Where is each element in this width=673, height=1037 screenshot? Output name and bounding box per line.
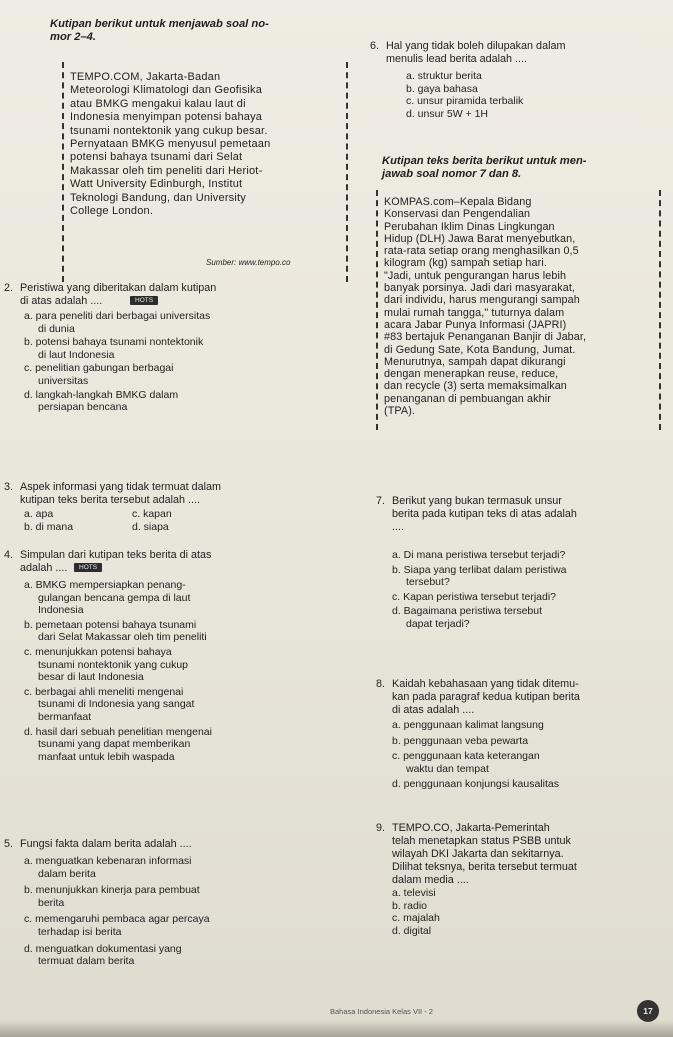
left-instruction: Kutipan berikut untuk menjawab soal no- mor 2–4.: [50, 18, 269, 43]
q4-option-c1[interactable]: c. menunjukkan potensi bahaya tsunami nontektonik yang cukup besar di laut Indonesia: [24, 645, 189, 684]
q8-option-a[interactable]: a. penggunaan kalimat langsung: [392, 719, 544, 731]
q9-option-b[interactable]: b. radio: [392, 899, 428, 912]
q5-option-a[interactable]: a. menguatkan kebenaran informasi dalam berita: [24, 855, 192, 880]
q4-number: 4.: [4, 549, 14, 561]
q5-number: 5.: [4, 838, 14, 850]
q2-option-a[interactable]: a. para peneliti dari berbagai universitas di dunia: [24, 310, 211, 335]
q9-text: TEMPO.CO, Jakarta-Pemerintah telah menetapkan status PSBB untuk wilayah DKI Jakarta dan sekitarnya. Dilihat teksnya, berita tersebut termuat dalam media ....: [392, 822, 577, 886]
q2-option-c[interactable]: c. penelitian gabungan berbagai universitas: [24, 362, 174, 387]
q6-option-d[interactable]: d. unsur 5W + 1H: [406, 107, 488, 120]
bottom-shadow: [0, 1020, 673, 1037]
q2-text: Peristiwa yang diberitakan dalam kutipan di atas adalah ....: [20, 282, 217, 307]
q5-option-d[interactable]: d. menguatkan dokumentasi yang termuat dalam berita: [24, 942, 182, 968]
q4-option-d[interactable]: d. hasil dari sebuah penelitian mengenai tsunami yang dapat memberikan manfaat untuk lebih waspada: [24, 725, 212, 763]
excerpt-source: Sumber: www.tempo.co: [206, 258, 291, 267]
q2-options: [24, 310, 314, 414]
q2-number: 2.: [4, 282, 14, 294]
footer-book-title: Bahasa Indonesia Kelas VII - 2: [330, 1007, 433, 1016]
hots-badge-q4: HOTS: [74, 563, 102, 572]
q7-text: Berikut yang bukan termasuk unsur berita pada kutipan teks di atas adalah ....: [392, 495, 577, 533]
q8-text: Kaidah kebahasaan yang tidak ditemu- kan pada paragraf kedua kutipan berita di atas adalah ....: [392, 678, 580, 716]
page-number: 17: [637, 1000, 659, 1022]
hots-badge: HOTS: [130, 296, 158, 305]
q6-option-a[interactable]: a. struktur berita: [406, 70, 482, 82]
q6-text: Hal yang tidak boleh dilupakan dalam menulis lead berita adalah ....: [386, 40, 566, 65]
q7-option-d[interactable]: d. Bagaimana peristiwa tersebut dapat terjadi?: [392, 605, 542, 630]
q6-option-b[interactable]: b. gaya bahasa: [406, 82, 478, 95]
right-instruction: Kutipan teks berita berikut untuk men- jawab soal nomor 7 dan 8.: [382, 155, 587, 180]
q9-option-c[interactable]: c. majalah: [392, 912, 440, 925]
q3-number: 3.: [4, 481, 14, 493]
q6-option-c[interactable]: c. unsur piramida terbalik: [406, 95, 524, 108]
q9-option-a[interactable]: a. televisi: [392, 887, 436, 899]
q4-text: Simpulan dari kutipan teks berita di atas adalah ....: [20, 549, 212, 574]
q4-option-a[interactable]: a. BMKG mempersiapkan penang- gulangan bencana gempa di laut Indonesia: [24, 579, 191, 617]
q7-option-b[interactable]: b. Siapa yang terlibat dalam peristiwa tersebut?: [392, 563, 567, 589]
q9-number: 9.: [376, 822, 386, 834]
q3-option-b[interactable]: b. di mana: [24, 521, 74, 533]
q5-text: Fungsi fakta dalam berita adalah ....: [20, 838, 192, 850]
q2-option-d[interactable]: d. langkah-langkah BMKG dalam persiapan bencana: [24, 388, 179, 414]
q3-option-d[interactable]: d. siapa: [132, 521, 169, 533]
q4-option-c2[interactable]: c. berbagai ahli meneliti mengenai tsunami di Indonesia yang sangat bermanfaat: [24, 685, 195, 723]
q3-option-a[interactable]: a. apa: [24, 508, 54, 520]
q7-option-c[interactable]: c. Kapan peristiwa tersebut terjadi?: [392, 590, 557, 603]
q5-options: [24, 855, 314, 968]
q6-options: [406, 70, 661, 120]
q8-option-b[interactable]: b. penggunaan veba pewarta: [392, 734, 529, 747]
excerpt-text-kompas: KOMPAS.com–Kepala Bidang Konservasi dan Pengendalian Perubahan Iklim Dinas Lingkungan Hidup (DLH) Jawa Barat menyebutkan, rata-rata setiap orang menghasilkan 0,5 kilogram (kg) sampah setiap hari. "Jadi, untuk pengurangan harus lebih banyak porsinya. Jadi dari masyarakat, dari individu, harus mengurangi sampah mulai rumah tangga," tuturnya dalam acara Jabar Punya Informasi (JAPRI) #83 bertajuk Penanganan Banjir di Jabar, di Gedung Sate, Kota Bandung, Jumat. Menurutnya, sampah dapat dikurangi dengan menerapkan reuse, reduce, dan recycle (3) serta memaksimalkan penanganan di pembuangan akhir (TPA).: [384, 196, 587, 418]
q6-number: 6.: [370, 40, 380, 52]
q3-text: Aspek informasi yang tidak termuat dalam kutipan teks berita tersebut adalah ....: [20, 481, 222, 506]
q8-option-d[interactable]: d. penggunaan konjungsi kausalitas: [392, 778, 559, 791]
q4-option-b[interactable]: b. pemetaan potensi bahaya tsunami dari Selat Makassar oleh tim peneliti: [24, 618, 207, 644]
q9-option-d[interactable]: d. digital: [392, 924, 432, 937]
q5-option-c[interactable]: c. memengaruhi pembaca agar percaya terhadap isi berita: [24, 913, 210, 938]
q7-number: 7.: [376, 495, 386, 507]
q2-option-b[interactable]: b. potensi bahaya tsunami nontektonik di laut Indonesia: [24, 336, 204, 361]
q5-option-b[interactable]: b. menunjukkan kinerja para pembuat berita: [24, 884, 200, 909]
q7-option-a[interactable]: a. Di mana peristiwa tersebut terjadi?: [392, 549, 566, 561]
q4-options: [24, 579, 314, 763]
excerpt-text-tempo: TEMPO.COM, Jakarta-Badan Meteorologi Klimatologi dan Geofisika atau BMKG mengakui kalau laut di Indonesia menyimpan potensi bahaya tsunami nontektonik yang cukup besar. Pernyataan BMKG menyusul pemetaan potensi bahaya tsunami dari Selat Makassar oleh tim peneliti dari Heriot- Watt University Edinburgh, Institut Teknologi Bandung, dan University College London.: [70, 71, 271, 218]
q3-option-c[interactable]: c. kapan: [132, 508, 172, 520]
q8-option-c[interactable]: c. penggunaan kata keterangan waktu dan tempat: [392, 750, 540, 775]
q8-options: [392, 719, 664, 791]
q7-options: [392, 549, 664, 631]
q8-number: 8.: [376, 678, 386, 690]
q9-options: [392, 887, 592, 937]
